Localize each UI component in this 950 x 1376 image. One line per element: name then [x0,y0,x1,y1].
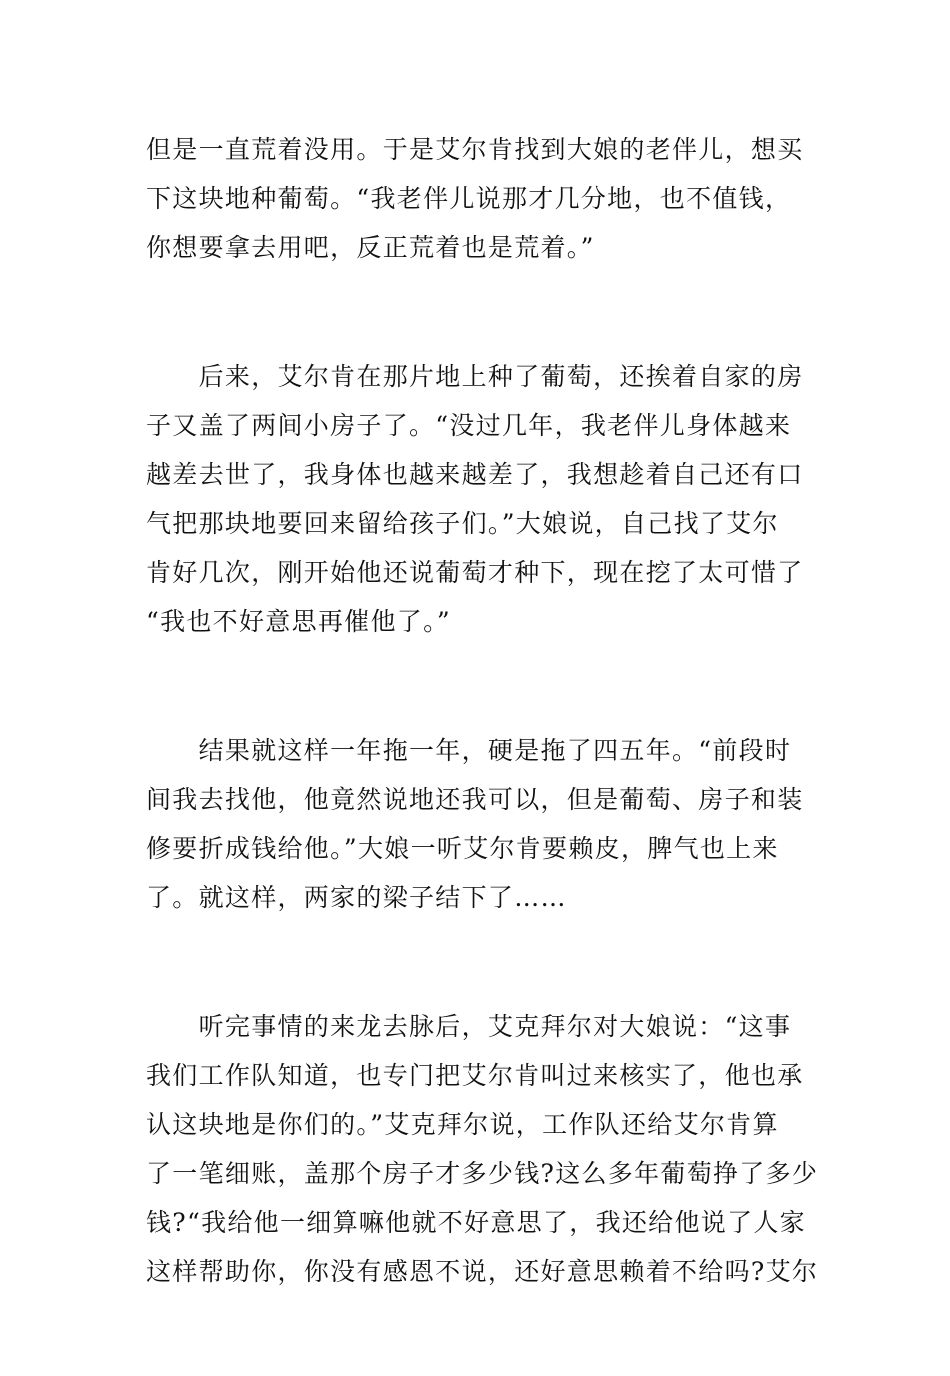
text-line: 下这块地种葡萄。“我老伴儿说那才几分地，也不值钱， [146,184,792,213]
text-line: 气把那块地要回来留给孩子们。”大娘说，自己找了艾尔 [146,509,779,538]
text-line: 越差去世了，我身体也越来越差了，我想趁着自己还有口 [146,460,804,489]
text-line: 这样帮助你，你没有感恩不说，还好意思赖着不给吗?艾尔 [146,1257,819,1286]
text-line: 间我去找他，他竟然说地还我可以，但是葡萄、房子和装 [146,785,804,814]
paragraph-4 [146,1002,819,1296]
paragraph-3 [146,726,811,922]
text-line: 子又盖了两间小房子了。“没过几年，我老伴儿身体越来 [146,411,792,440]
text-line: 认这块地是你们的。”艾克拜尔说，工作队还给艾尔肯算 [146,1110,779,1139]
text-line: 了。就这样，两家的梁子结下了…… [146,883,567,912]
text-line: 肯好几次，刚开始他还说葡萄才种下，现在挖了太可惜了 [146,558,804,587]
text-line: “我也不好意思再催他了。” [146,607,451,636]
paragraph-1 [146,125,811,272]
text-line: 结果就这样一年拖一年，硬是拖了四五年。“前段时 [146,736,792,765]
text-line: 了一笔细账，盖那个房子才多少钱?这么多年葡萄挣了多少 [146,1159,819,1188]
article-body [146,125,819,1376]
text-line: 你想要拿去用吧，反正荒着也是荒着。” [146,233,595,262]
text-line: 修要折成钱给他。”大娘一听艾尔肯要赖皮，脾气也上来 [146,834,779,863]
paragraph-2 [146,352,811,646]
text-line: 钱?“我给他一细算嘛他就不好意思了，我还给他说了人家 [146,1208,806,1237]
text-line: 我们工作队知道，也专门把艾尔肯叫过来核实了，他也承 [146,1061,804,1090]
text-line: 听完事情的来龙去脉后，艾克拜尔对大娘说：“这事 [146,1012,792,1041]
text-line: 但是一直荒着没用。于是艾尔肯找到大娘的老伴儿，想买 [146,135,804,164]
text-line: 后来，艾尔肯在那片地上种了葡萄，还挨着自家的房 [146,362,804,391]
